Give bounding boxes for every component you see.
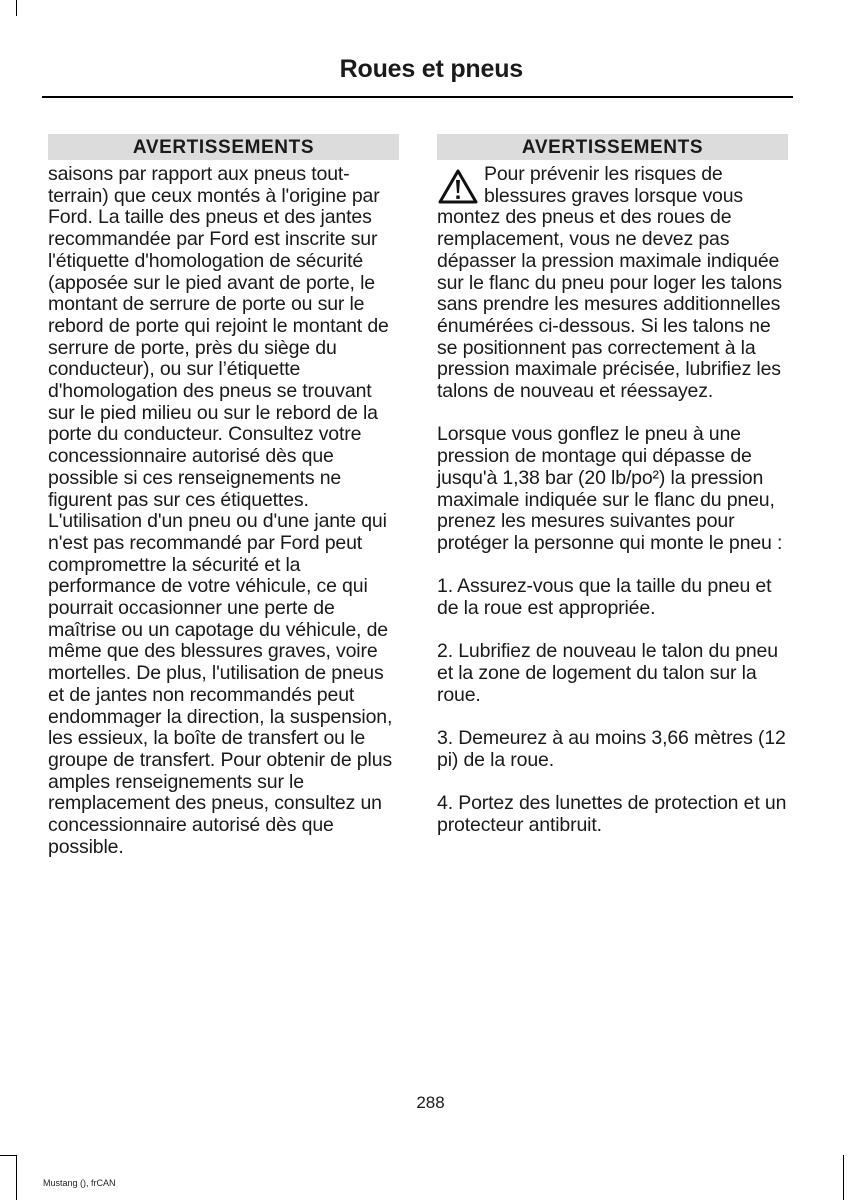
header-divider xyxy=(42,96,793,98)
step-item: 3. Demeurez à au moins 3,66 mètres (12 pi) de la roue. xyxy=(437,727,786,771)
intro-paragraph: Lorsque vous gonflez le pneu à une pression de montage qui dépasse de jusqu'à 1,38 bar (20 lb/po²) la pression maximale indiquée sur le flanc du pneu, prenez les mesures suivantes pour protéger la personne qui monte le pneu : xyxy=(437,423,783,554)
warning-block xyxy=(437,164,788,403)
warning-text: Pour prévenir les risques de blessures graves lorsque vous montez des pneus et des roues de remplacement, vous ne devez pas dépasser la pression maximale indiquée sur le flanc du pneu pour loger les talons sans prendre les mesures additionnelles énumérées ci-dessous. Si les talons ne se positionnent pas correctement à la pression maximale précisée, lubrifiez les talons de nouveau et réessayez. xyxy=(437,163,782,403)
step-item: 4. Portez des lunettes de protection et un protecteur antibruit. xyxy=(437,792,787,837)
page-title: Roues et pneus xyxy=(339,55,523,83)
right-column xyxy=(437,134,788,858)
left-column xyxy=(48,134,399,880)
document-id: Mustang (), frCAN xyxy=(43,1178,116,1188)
crop-mark xyxy=(0,1155,16,1156)
step-item: 1. Assurez-vous que la taille du pneu et de la roue est appropriée. xyxy=(437,575,772,620)
body-text xyxy=(437,164,788,837)
warnings-heading: AVERTISSEMENTS xyxy=(48,134,399,160)
warning-triangle-icon xyxy=(437,168,479,206)
step-item: 2. Lubrifiez de nouveau le talon du pneu et la zone de logement du talon sur la roue. xyxy=(437,640,778,706)
warning-continuation-paragraph: saisons par rapport aux pneus tout-terrain) que ceux montés à l'origine par Ford. La taille des pneus et des jantes recommandée par Ford est inscrite sur l'étiquette d'homologation de sécurité (apposée sur le pied avant de porte, le montant de serrure de porte ou sur le rebord de porte qui rejoint le montant de serrure de porte, près du siège du conducteur), ou sur l’étiquette d'homologation des pneus se trouvant sur le pied milieu ou sur le rebord de la porte du conducteur. Consultez votre concessionnaire autorisé dès que possible si ces renseignements ne figurent pas sur ces étiquettes. L'utilisation d'un pneu ou d'une jante qui n'est pas recommandé par Ford peut compromettre la sécurité et la performance de votre véhicule, ce qui pourrait occasionner une perte de maîtrise ou un capotage du véhicule, de même que des blessures graves, voire mortelles. De plus, l'utilisation de pneus et de jantes non recommandés peut endommager la direction, la suspension, les essieux, la boîte de transfert ou le groupe de transfert. Pour obtenir de plus amples renseignements sur le remplacement des pneus, consultez un concessionnaire autorisé dès que possible. xyxy=(48,163,393,858)
warnings-heading: AVERTISSEMENTS xyxy=(437,134,788,160)
crop-mark xyxy=(843,1155,844,1200)
crop-mark xyxy=(16,0,17,16)
body-text xyxy=(48,164,399,859)
page-number: 288 xyxy=(416,1093,445,1112)
crop-mark xyxy=(16,1155,17,1200)
